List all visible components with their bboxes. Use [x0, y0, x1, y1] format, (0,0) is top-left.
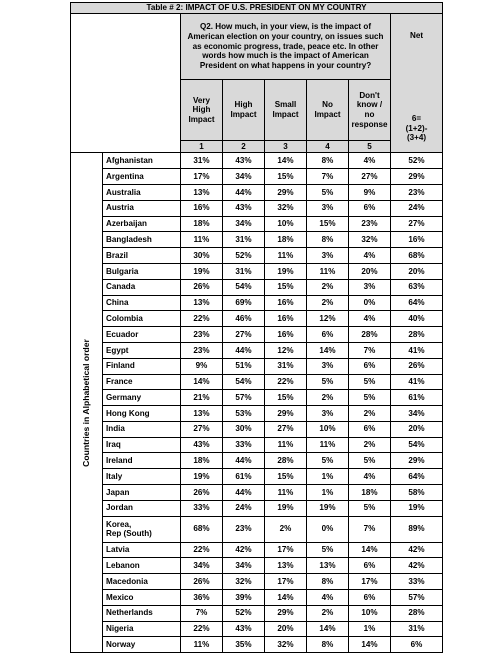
percent-cell: 44%: [223, 184, 265, 200]
table-row: [71, 200, 443, 216]
percent-cell: 15%: [265, 279, 307, 295]
country-name: Macedonia: [103, 574, 181, 590]
percent-cell: 2%: [307, 390, 349, 406]
net-value: 61%: [391, 390, 443, 406]
percent-cell: 39%: [223, 590, 265, 606]
net-formula: 6= (1+2)- (3+4): [405, 113, 428, 143]
column-header-very-high: Very High Impact: [181, 80, 223, 141]
percent-cell: 28%: [349, 327, 391, 343]
column-number: 2: [223, 140, 265, 153]
percent-cell: 10%: [265, 216, 307, 232]
percent-cell: 32%: [265, 200, 307, 216]
country-name: India: [103, 421, 181, 437]
percent-cell: 9%: [181, 358, 223, 374]
country-name: Austria: [103, 200, 181, 216]
percent-cell: 27%: [349, 169, 391, 185]
percent-cell: 15%: [265, 469, 307, 485]
percent-cell: 16%: [265, 295, 307, 311]
table-row: [71, 216, 443, 232]
percent-cell: 14%: [307, 621, 349, 637]
net-value: 20%: [391, 421, 443, 437]
table-row: [71, 263, 443, 279]
percent-cell: 43%: [223, 153, 265, 169]
percent-cell: 20%: [349, 263, 391, 279]
percent-cell: 33%: [223, 437, 265, 453]
table-row: [71, 500, 443, 516]
percent-cell: 23%: [223, 516, 265, 542]
table-row: [71, 169, 443, 185]
percent-cell: 53%: [223, 406, 265, 422]
percent-cell: 5%: [307, 374, 349, 390]
percent-cell: 8%: [307, 637, 349, 653]
side-label-cell: [71, 153, 103, 653]
percent-cell: 6%: [349, 421, 391, 437]
percent-cell: 17%: [181, 169, 223, 185]
percent-cell: 10%: [349, 605, 391, 621]
percent-cell: 17%: [265, 542, 307, 558]
table-caption: Table # 2: IMPACT OF U.S. PRESIDENT ON MY COUNTRY: [71, 3, 443, 14]
country-name: Nigeria: [103, 621, 181, 637]
percent-cell: 7%: [349, 342, 391, 358]
country-name: Azerbaijan: [103, 216, 181, 232]
percent-cell: 43%: [223, 200, 265, 216]
column-header-dont-know: Don't know / no response: [349, 80, 391, 141]
percent-cell: 6%: [349, 200, 391, 216]
country-name: Finland: [103, 358, 181, 374]
country-name: Canada: [103, 279, 181, 295]
table-row: [71, 248, 443, 264]
corner-cell: [71, 13, 181, 153]
percent-cell: 10%: [307, 421, 349, 437]
country-name: Egypt: [103, 342, 181, 358]
percent-cell: 18%: [265, 232, 307, 248]
percent-cell: 8%: [307, 232, 349, 248]
percent-cell: 31%: [223, 232, 265, 248]
percent-cell: 29%: [265, 406, 307, 422]
country-name: Argentina: [103, 169, 181, 185]
table-row: [71, 469, 443, 485]
net-value: 20%: [391, 263, 443, 279]
country-name: China: [103, 295, 181, 311]
percent-cell: 18%: [181, 453, 223, 469]
country-name: Germany: [103, 390, 181, 406]
net-value: 40%: [391, 311, 443, 327]
percent-cell: 15%: [265, 390, 307, 406]
percent-cell: 33%: [181, 500, 223, 516]
percent-cell: 9%: [349, 184, 391, 200]
table-row: [71, 485, 443, 501]
percent-cell: 5%: [349, 500, 391, 516]
country-name: Mexico: [103, 590, 181, 606]
country-name: Iraq: [103, 437, 181, 453]
percent-cell: 5%: [307, 184, 349, 200]
table-row: [71, 184, 443, 200]
net-value: 57%: [391, 590, 443, 606]
country-name: Lebanon: [103, 558, 181, 574]
percent-cell: 13%: [181, 295, 223, 311]
percent-cell: 36%: [181, 590, 223, 606]
percent-cell: 4%: [349, 311, 391, 327]
table-row: [71, 453, 443, 469]
percent-cell: 19%: [265, 263, 307, 279]
percent-cell: 11%: [265, 248, 307, 264]
percent-cell: 0%: [349, 295, 391, 311]
percent-cell: 35%: [223, 637, 265, 653]
percent-cell: 30%: [223, 421, 265, 437]
table-row: [71, 421, 443, 437]
net-value: 28%: [391, 327, 443, 343]
net-value: 64%: [391, 469, 443, 485]
percent-cell: 31%: [265, 358, 307, 374]
country-name: Brazil: [103, 248, 181, 264]
percent-cell: 6%: [349, 558, 391, 574]
country-name: Ireland: [103, 453, 181, 469]
percent-cell: 16%: [265, 327, 307, 343]
table-row: [71, 279, 443, 295]
percent-cell: 32%: [223, 574, 265, 590]
table-row: [71, 542, 443, 558]
column-number: 5: [349, 140, 391, 153]
side-label: Countries in Alphabetical order: [80, 338, 91, 467]
percent-cell: 44%: [223, 453, 265, 469]
country-name: Japan: [103, 485, 181, 501]
column-number: 1: [181, 140, 223, 153]
percent-cell: 15%: [307, 216, 349, 232]
percent-cell: 26%: [181, 574, 223, 590]
net-value: 6%: [391, 637, 443, 653]
percent-cell: 28%: [265, 453, 307, 469]
percent-cell: 3%: [307, 358, 349, 374]
percent-cell: 0%: [307, 516, 349, 542]
country-name: Ecuador: [103, 327, 181, 343]
table-row: [71, 621, 443, 637]
table-row: [71, 558, 443, 574]
table-row: [71, 311, 443, 327]
percent-cell: 16%: [181, 200, 223, 216]
percent-cell: 23%: [349, 216, 391, 232]
percent-cell: 14%: [181, 374, 223, 390]
net-value: 64%: [391, 295, 443, 311]
percent-cell: 29%: [265, 605, 307, 621]
table-row: [71, 574, 443, 590]
net-value: 28%: [391, 605, 443, 621]
percent-cell: 2%: [307, 279, 349, 295]
percent-cell: 22%: [181, 311, 223, 327]
percent-cell: 2%: [349, 406, 391, 422]
country-name: France: [103, 374, 181, 390]
table-row: [71, 153, 443, 169]
table-row: [71, 390, 443, 406]
table-row: [71, 295, 443, 311]
percent-cell: 23%: [181, 327, 223, 343]
country-name: Italy: [103, 469, 181, 485]
net-value: 89%: [391, 516, 443, 542]
percent-cell: 34%: [181, 558, 223, 574]
percent-cell: 12%: [307, 311, 349, 327]
country-name: Australia: [103, 184, 181, 200]
percent-cell: 19%: [181, 469, 223, 485]
percent-cell: 51%: [223, 358, 265, 374]
percent-cell: 6%: [349, 590, 391, 606]
percent-cell: 13%: [181, 406, 223, 422]
percent-cell: 22%: [181, 542, 223, 558]
percent-cell: 34%: [223, 558, 265, 574]
percent-cell: 32%: [349, 232, 391, 248]
percent-cell: 26%: [181, 485, 223, 501]
percent-cell: 34%: [223, 169, 265, 185]
country-name: Afghanistan: [103, 153, 181, 169]
percent-cell: 5%: [349, 453, 391, 469]
country-name: Korea, Rep (South): [103, 516, 181, 542]
percent-cell: 19%: [265, 500, 307, 516]
percent-cell: 7%: [349, 516, 391, 542]
net-value: 52%: [391, 153, 443, 169]
percent-cell: 18%: [181, 216, 223, 232]
percent-cell: 1%: [307, 469, 349, 485]
net-value: 63%: [391, 279, 443, 295]
percent-cell: 2%: [307, 605, 349, 621]
percent-cell: 13%: [307, 558, 349, 574]
percent-cell: 22%: [265, 374, 307, 390]
net-value: 19%: [391, 500, 443, 516]
percent-cell: 16%: [265, 311, 307, 327]
percent-cell: 54%: [223, 279, 265, 295]
percent-cell: 44%: [223, 342, 265, 358]
percent-cell: 13%: [181, 184, 223, 200]
country-name: Latvia: [103, 542, 181, 558]
country-name: Colombia: [103, 311, 181, 327]
table-row: [71, 358, 443, 374]
percent-cell: 6%: [307, 327, 349, 343]
percent-cell: 4%: [349, 469, 391, 485]
percent-cell: 32%: [265, 637, 307, 653]
percent-cell: 8%: [307, 153, 349, 169]
percent-cell: 26%: [181, 279, 223, 295]
percent-cell: 14%: [265, 590, 307, 606]
percent-cell: 7%: [307, 169, 349, 185]
percent-cell: 11%: [181, 637, 223, 653]
percent-cell: 14%: [265, 153, 307, 169]
percent-cell: 4%: [307, 590, 349, 606]
percent-cell: 17%: [265, 574, 307, 590]
country-name: Norway: [103, 637, 181, 653]
net-value: 31%: [391, 621, 443, 637]
percent-cell: 2%: [265, 516, 307, 542]
percent-cell: 6%: [349, 358, 391, 374]
percent-cell: 24%: [223, 500, 265, 516]
net-value: 41%: [391, 342, 443, 358]
percent-cell: 17%: [349, 574, 391, 590]
percent-cell: 31%: [181, 153, 223, 169]
percent-cell: 12%: [265, 342, 307, 358]
percent-cell: 27%: [223, 327, 265, 343]
percent-cell: 11%: [181, 232, 223, 248]
percent-cell: 11%: [265, 437, 307, 453]
question-text: Q2. How much, in your view, is the impact of American election on your country, on issues such as economic progress, trade, peace etc. In other words how much is the impact of American President on what happens in your country?: [181, 13, 391, 80]
percent-cell: 2%: [307, 295, 349, 311]
percent-cell: 13%: [265, 558, 307, 574]
percent-cell: 15%: [265, 169, 307, 185]
percent-cell: 52%: [223, 605, 265, 621]
net-value: 24%: [391, 200, 443, 216]
percent-cell: 27%: [181, 421, 223, 437]
percent-cell: 3%: [307, 406, 349, 422]
column-header-high: High Impact: [223, 80, 265, 141]
table-row: [71, 232, 443, 248]
percent-cell: 19%: [181, 263, 223, 279]
impact-table: [70, 2, 443, 653]
percent-cell: 4%: [349, 153, 391, 169]
table-row: [71, 590, 443, 606]
percent-cell: 54%: [223, 374, 265, 390]
percent-cell: 18%: [349, 485, 391, 501]
country-name: Hong Kong: [103, 406, 181, 422]
percent-cell: 14%: [349, 542, 391, 558]
percent-cell: 5%: [349, 374, 391, 390]
percent-cell: 44%: [223, 485, 265, 501]
column-number: 3: [265, 140, 307, 153]
column-header-small: Small Impact: [265, 80, 307, 141]
net-label: Net: [410, 31, 424, 41]
table-row: [71, 406, 443, 422]
percent-cell: 23%: [181, 342, 223, 358]
percent-cell: 61%: [223, 469, 265, 485]
net-value: 16%: [391, 232, 443, 248]
percent-cell: 19%: [307, 500, 349, 516]
table-row: [71, 327, 443, 343]
percent-cell: 52%: [223, 248, 265, 264]
table-row: [71, 374, 443, 390]
percent-cell: 5%: [307, 453, 349, 469]
net-value: 29%: [391, 453, 443, 469]
percent-cell: 69%: [223, 295, 265, 311]
net-value: 23%: [391, 184, 443, 200]
country-name: Netherlands: [103, 605, 181, 621]
net-value: 41%: [391, 374, 443, 390]
table-row: [71, 516, 443, 542]
percent-cell: 5%: [307, 542, 349, 558]
net-value: 68%: [391, 248, 443, 264]
percent-cell: 14%: [349, 637, 391, 653]
percent-cell: 43%: [181, 437, 223, 453]
net-value: 54%: [391, 437, 443, 453]
percent-cell: 7%: [181, 605, 223, 621]
percent-cell: 68%: [181, 516, 223, 542]
percent-cell: 43%: [223, 621, 265, 637]
percent-cell: 11%: [265, 485, 307, 501]
percent-cell: 42%: [223, 542, 265, 558]
percent-cell: 31%: [223, 263, 265, 279]
percent-cell: 14%: [307, 342, 349, 358]
percent-cell: 8%: [307, 574, 349, 590]
percent-cell: 1%: [307, 485, 349, 501]
percent-cell: 46%: [223, 311, 265, 327]
percent-cell: 11%: [307, 263, 349, 279]
percent-cell: 27%: [265, 421, 307, 437]
net-value: 34%: [391, 406, 443, 422]
percent-cell: 1%: [349, 621, 391, 637]
percent-cell: 20%: [265, 621, 307, 637]
net-value: 58%: [391, 485, 443, 501]
percent-cell: 29%: [265, 184, 307, 200]
percent-cell: 30%: [181, 248, 223, 264]
net-value: 33%: [391, 574, 443, 590]
country-name: Jordan: [103, 500, 181, 516]
percent-cell: 3%: [307, 248, 349, 264]
percent-cell: 4%: [349, 248, 391, 264]
table-row: [71, 342, 443, 358]
table-row: [71, 605, 443, 621]
percent-cell: 22%: [181, 621, 223, 637]
percent-cell: 3%: [307, 200, 349, 216]
percent-cell: 57%: [223, 390, 265, 406]
net-value: 26%: [391, 358, 443, 374]
net-value: 42%: [391, 558, 443, 574]
percent-cell: 2%: [349, 437, 391, 453]
table-row: [71, 437, 443, 453]
country-name: Bulgaria: [103, 263, 181, 279]
net-header: [391, 13, 443, 153]
column-header-no: No Impact: [307, 80, 349, 141]
percent-cell: 11%: [307, 437, 349, 453]
net-value: 42%: [391, 542, 443, 558]
country-name: Bangladesh: [103, 232, 181, 248]
percent-cell: 5%: [349, 390, 391, 406]
percent-cell: 3%: [349, 279, 391, 295]
net-value: 29%: [391, 169, 443, 185]
column-number: 4: [307, 140, 349, 153]
table-row: [71, 637, 443, 653]
percent-cell: 34%: [223, 216, 265, 232]
net-value: 27%: [391, 216, 443, 232]
percent-cell: 21%: [181, 390, 223, 406]
